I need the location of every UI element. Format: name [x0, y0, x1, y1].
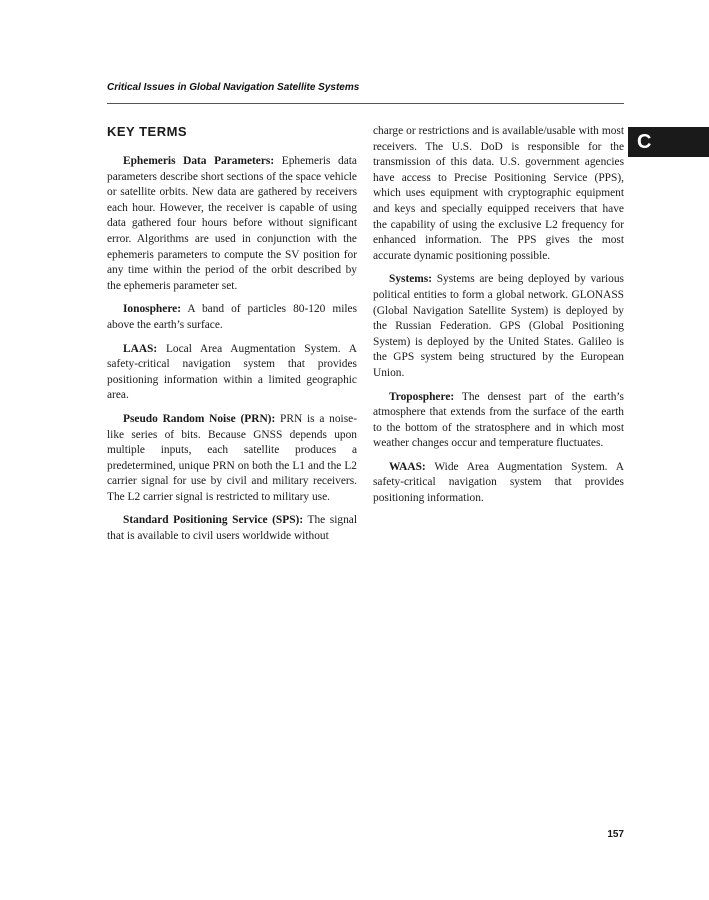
glossary-definition: A band of particles 80-120 miles above the earth’s surface.	[107, 303, 358, 331]
glossary-term: Ephemeris Data Parameters:	[123, 155, 275, 167]
glossary-definition: Local Area Augmentation System. A safety-critical navigation system that provides positioning information within a limited geographic area.	[107, 342, 357, 402]
header-rule	[107, 103, 624, 104]
glossary-definition: Ephemeris data parameters describe short sections of the space vehicle or satellite orbits. New data are gathered by receivers each hour. However, the receiver is capable of using data gathered four hours before without significant error. Algorithms are used in conjunction with the ephemeris parameters to compute the SV position for any time within the period of the orbit described by the ephemeris parameter set.	[107, 155, 357, 292]
glossary-term: Standard Positioning Service (SPS):	[123, 514, 304, 527]
glossary-definition: Systems are being deployed by various political entities to form a global network. GLONASS (Global Navigation Satellite System) is deployed by the Russian Federation. GPS (Global Positioning System) is deployed by the United States. Galileo is the GPS system being structured by the European Union.	[373, 273, 624, 379]
glossary-term: Pseudo Random Noise (PRN):	[123, 412, 276, 425]
glossary-entry	[373, 460, 624, 507]
glossary-definition: Wide Area Augmentation System. A safety-critical navigation system that provides positioning information.	[373, 460, 624, 505]
glossary-term: WAAS:	[389, 460, 426, 473]
glossary-definition: The densest part of the earth’s atmosphere that extends from the surface of the earth to the bottom of the stratosphere and in which most weather changes occur and temperature fluctuates.	[373, 390, 624, 450]
glossary-entry	[107, 342, 357, 404]
glossary-entry	[373, 272, 624, 381]
page-number: 157	[607, 829, 624, 840]
glossary-entry	[107, 513, 357, 544]
left-column	[107, 124, 357, 553]
glossary-definition: charge or restrictions and is available/usable with most receivers. The U.S. DoD is responsible for the transmission of this data. U.S. government agencies have access to Precise Positioning Service (PPS), which uses equipment with cryptographic equipment and keys and specially equipped receivers that have the capability of using the exclusive L2 frequency for enhanced information. The PPS gives the most accurate dynamic positioning possible.	[373, 125, 624, 262]
glossary-term: LAAS:	[123, 342, 158, 355]
right-column	[373, 124, 624, 515]
glossary-entry	[107, 412, 357, 506]
section-tab: C	[628, 127, 709, 157]
glossary-continuation	[373, 124, 624, 264]
glossary-term: Systems:	[389, 273, 433, 286]
glossary-term: Ionosphere:	[123, 303, 182, 316]
glossary-entry	[373, 390, 624, 452]
running-head: Critical Issues in Global Navigation Satellite Systems	[107, 82, 360, 93]
glossary-entry	[107, 302, 357, 333]
glossary-definition: The signal that is available to civil users worldwide without	[107, 514, 357, 543]
glossary-term: Troposphere:	[389, 390, 455, 403]
section-heading: KEY TERMS	[107, 124, 188, 139]
glossary-entry	[107, 154, 357, 294]
glossary-definition: PRN is a noise-like series of bits. Because GNSS depends upon multiple inputs, each satellite produces a predetermined, unique PRN on both the L1 and the L2 carrier signal for use by civil and military receivers. The L2 carrier signal is restricted to military use.	[107, 412, 357, 503]
